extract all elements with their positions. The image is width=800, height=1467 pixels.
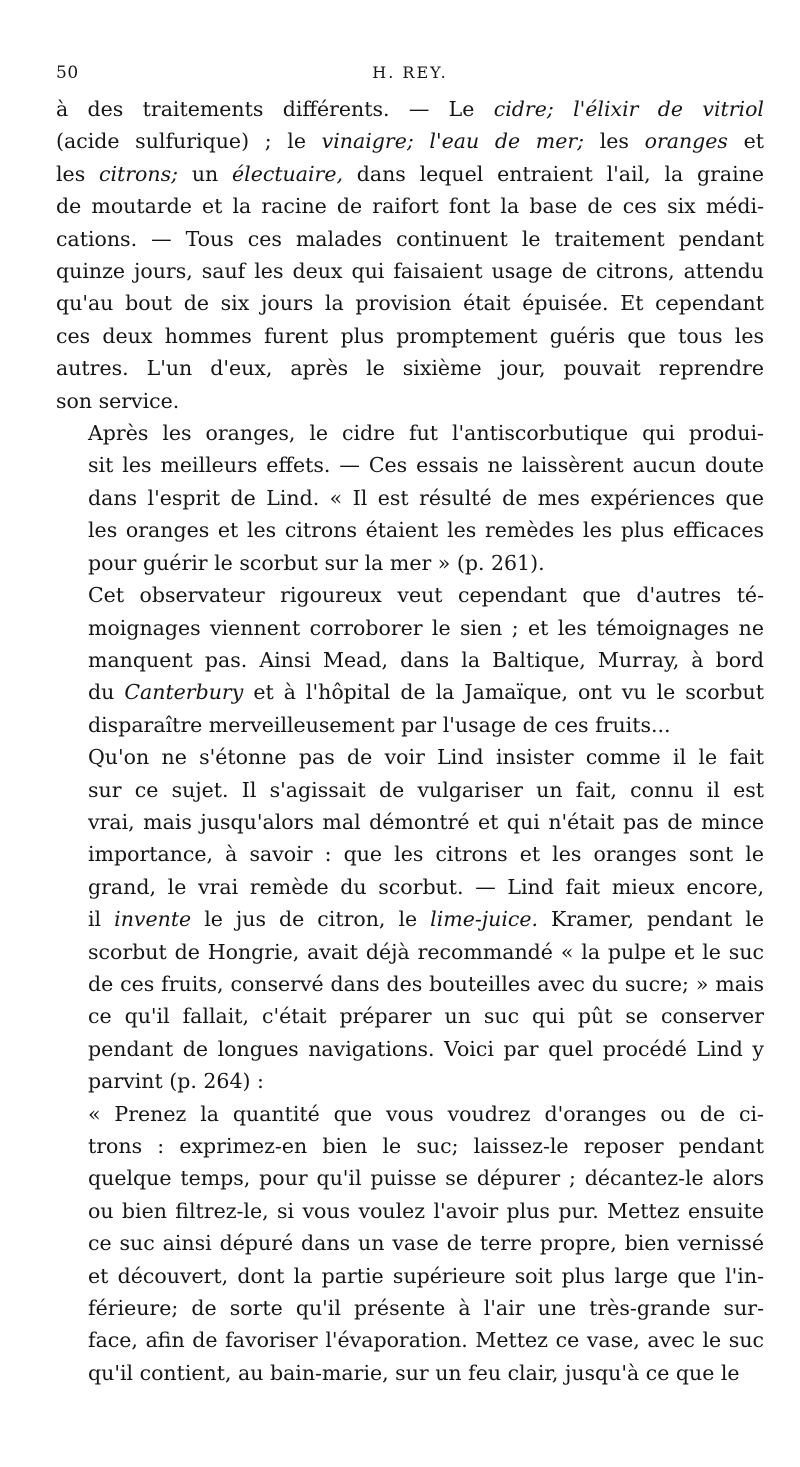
text-line: il invente le jus de citron, le lime-juice. Kramer, pendant le [88,907,764,932]
paragraph-4 [56,741,764,1097]
paragraph-2 [56,417,764,579]
text-line: face, afin de favoriser l'évaporation. Mettez ce vase, avec le suc [88,1328,764,1353]
text-line: autres. L'un d'eux, après le sixième jour, pouvait reprendre [56,356,764,381]
text-line: du Canterbury et à l'hôpital de la Jamaïque, ont vu le scorbut [88,680,764,705]
text-line: à des traitements différents. — Le cidre; l'élixir de vitriol [56,97,764,121]
paragraph-1 [56,93,764,417]
italic-text: vinaigre; l'eau de mer; [321,129,585,154]
text-line: trons : exprimez-en bien le suc; laissez-le reposer pendant [88,1134,764,1158]
text-line: les citrons; un électuaire, dans lequel entraient l'ail, la graine [56,161,764,186]
text-line: « Prenez la quantité que vous voudrez d'oranges ou de ci- [88,1101,764,1126]
text-line: qu'il contient, au bain-marie, sur un feu clair, jusqu'à ce que le [88,1360,740,1385]
text-line: quelque temps, pour qu'il puisse se dépurer ; décantez-le alors [88,1166,764,1191]
text-line: qu'au bout de six jours la provision était épuisée. Et cependant [56,291,764,316]
text-line: les oranges et les citrons étaient les remèdes les plus efficaces [88,518,764,543]
page-header [56,60,764,86]
text-line: ces deux hommes furent plus promptement guéris que tous les [56,323,764,348]
text-line: pendant de longues navigations. Voici par quel procédé Lind y [88,1036,764,1061]
text-line: Après les oranges, le cidre fut l'antiscorbutique qui produi- [88,421,764,446]
text-line: pour guérir le scorbut sur la mer » (p. 261). [88,550,545,575]
text-line: son service. [56,388,180,413]
text-line: Qu'on ne s'étonne pas de voir Lind insister comme il le fait [88,745,764,770]
text-line: (acide sulfurique) ; le vinaigre; l'eau de mer; les oranges et [56,129,764,154]
text-line: Cet observateur rigoureux veut cependant que d'autres té- [88,583,764,608]
text-line: dans l'esprit de Lind. « Il est résulté de mes expériences que [88,485,764,510]
italic-text: citrons; [98,161,179,186]
italic-text: Canterbury [124,680,244,705]
text-line: parvint (p. 264) : [88,1069,264,1094]
body-text [56,93,764,1389]
italic-text: lime-juice. [430,907,539,932]
text-line: sit les meilleurs effets. — Ces essais ne laissèrent aucun doute [88,453,764,478]
page-number: 50 [56,63,79,83]
text-line: de ces fruits, conservé dans des bouteilles avec du sucre; » mais [88,971,764,996]
italic-text: invente [114,907,192,932]
text-line: ce qu'il fallait, c'était préparer un suc qui pût se conserver [88,1004,764,1029]
text-line: sur ce sujet. Il s'agissait de vulgariser un fait, connu il est [88,777,764,802]
text-line: manquent pas. Ainsi Mead, dans la Baltique, Murray, à bord [88,647,764,672]
text-line: férieure; de sorte qu'il présente à l'air une très-grande sur- [88,1296,764,1321]
text-line: ou bien filtrez-le, si vous voulez l'avoir plus pur. Mettez ensuite [88,1198,764,1223]
text-line: disparaître merveilleusement par l'usage de ces fruits... [88,712,671,737]
italic-text: cidre; l'élixir de vitriol [493,97,764,121]
text-line: grand, le vrai remède du scorbut. — Lind fait mieux encore, [88,874,764,899]
text-line: scorbut de Hongrie, avait déjà recommandé « la pulpe et le suc [88,939,764,964]
text-line: vrai, mais jusqu'alors mal démontré et qui n'était pas de mince [88,809,764,834]
text-line: ce suc ainsi dépuré dans un vase de terre propre, bien vernissé [88,1231,764,1256]
text-line: et découvert, dont la partie supérieure soit plus large que l'in- [88,1263,764,1288]
italic-text: électuaire, [232,161,343,186]
paragraph-5 [56,1098,764,1390]
text-line: cations. — Tous ces malades continuent le traitement pendant [56,226,764,251]
text-line: quinze jours, sauf les deux qui faisaient usage de citrons, attendu [56,259,764,284]
paragraph-3 [56,579,764,741]
text-line: de moutarde et la racine de raifort font la base de ces six médi- [56,194,764,219]
text-line: importance, à savoir : que les citrons et les oranges sont le [88,842,764,867]
italic-text: oranges [644,129,728,154]
running-head: H. REY. [372,63,448,82]
text-line: moignages viennent corroborer le sien ; et les témoignages ne [88,615,764,640]
